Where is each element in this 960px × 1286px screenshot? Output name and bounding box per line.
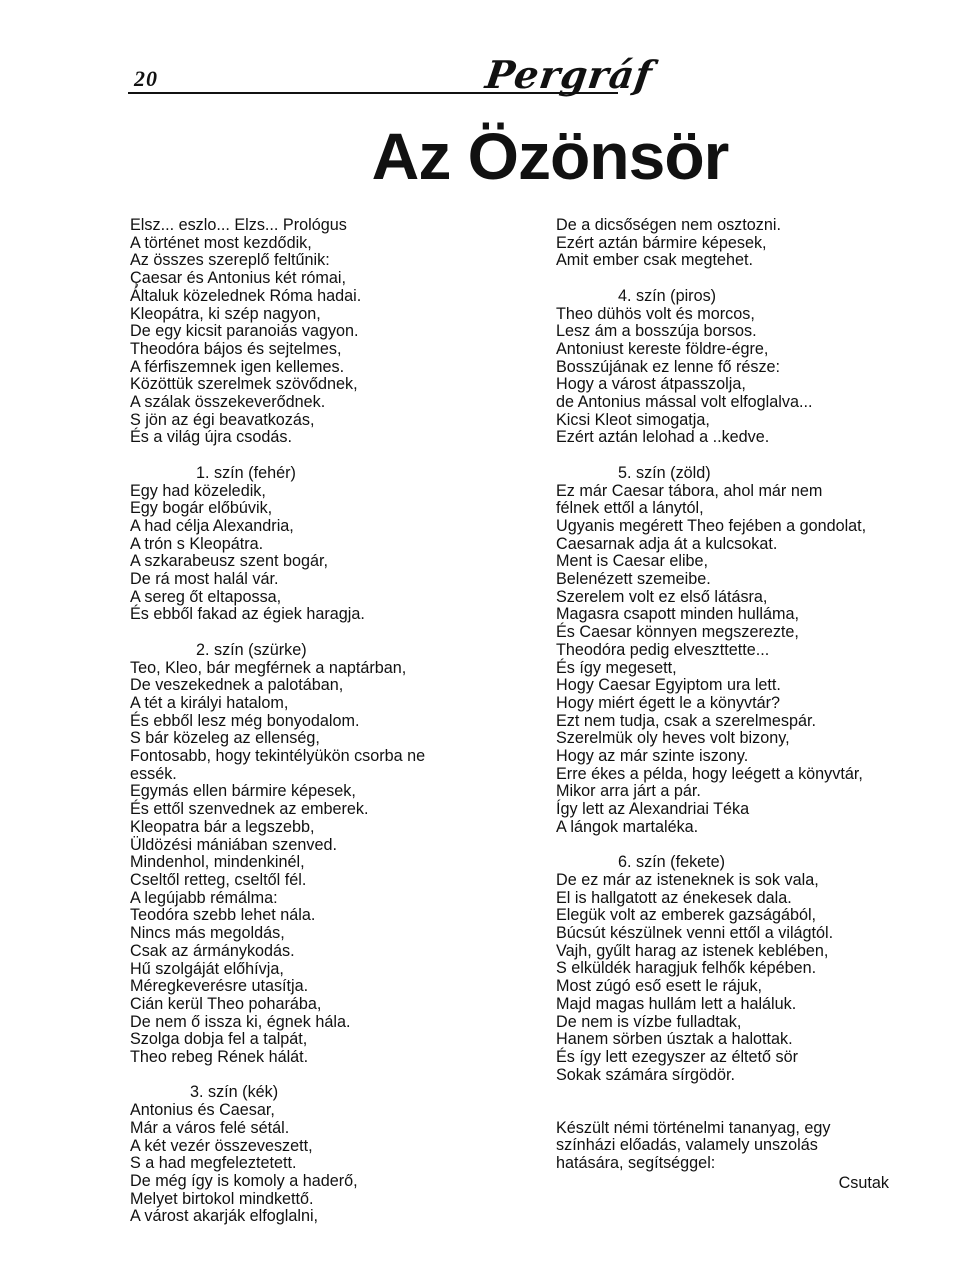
verse-line: A lángok martaléka. [556, 817, 699, 836]
verse-line: A várost akarják elfoglalni, [130, 1207, 319, 1226]
verse-line: Általuk közelednek Róma hadai. [130, 286, 362, 305]
verse-line: Kicsi Kleot simogatja, [556, 410, 710, 429]
verse-line: Méregkeverésre utasítja. [130, 977, 309, 996]
verse-line: Hanem sörben úsztak a halottak. [556, 1030, 793, 1049]
verse-line: Magasra csapott minden hulláma, [556, 605, 799, 624]
verse-line: De nem is vízbe fulladtak, [556, 1012, 742, 1031]
verse-line: A sereg őt eltapossa, [130, 587, 282, 606]
verse-line: Ez már Caesar tábora, ahol már nem [556, 481, 823, 500]
verse-line: Kleopátra, ki szép nagyon, [130, 304, 321, 323]
verse-line: Szerelmük oly heves volt bizony, [556, 729, 790, 748]
verse-line: Hogy az már szinte iszony. [556, 747, 749, 766]
verse-line: Hogy a várost átpasszolja, [556, 375, 746, 394]
verse-line: De ez már az isteneknek is sok vala, [556, 870, 819, 889]
verse-line: És Caesar könnyen megszerezte, [556, 623, 799, 642]
verse-line: Caesarnak adja át a kulcsokat. [556, 534, 778, 553]
verse-line: Melyet birtokol mindkettő. [130, 1189, 314, 1208]
verse-line: S elküldék haragjuk felhők képében. [556, 959, 817, 978]
spacer [556, 837, 951, 855]
author-note [556, 1120, 951, 1173]
verse-line: És ebből lesz még bonyodalom. [130, 711, 360, 730]
verse-line: És ebből fakad az égiek haragja. [130, 605, 365, 624]
scene3-heading: 3. szín (kék) [190, 1083, 279, 1102]
verse-line: Búcsút készülnek venni ettől a világtól. [556, 924, 834, 943]
verse-line: Elegük volt az emberek gazságából, [556, 906, 817, 925]
verse-line: Antonius és Caesar, [130, 1101, 275, 1120]
scene6-stanza [556, 872, 951, 1084]
prologue-stanza [130, 217, 525, 447]
verse-line: Egy had közeledik, [130, 481, 266, 500]
verse-line: És ettől szenvednek az emberek. [130, 800, 369, 819]
verse-line: De egy kicsit paranoiás vagyon. [130, 322, 359, 341]
verse-line: A trón s Kleopátra. [130, 534, 264, 553]
scene4-stanza [556, 306, 951, 448]
verse-line: Theo dühös volt és morcos, [556, 304, 755, 323]
spacer [556, 270, 951, 288]
verse-line: Nincs más megoldás, [130, 924, 285, 943]
scene3-stanza-part2 [556, 217, 951, 270]
verse-line: Vajh, gyűlt harag az istenek keblében, [556, 941, 829, 960]
scene5-stanza [556, 483, 951, 837]
verse-line: essék. [130, 764, 177, 783]
spacer [130, 447, 525, 465]
verse-line: Antoniust kereste földre-égre, [556, 339, 769, 358]
verse-line: Közöttük szerelmek szövődnek, [130, 375, 358, 394]
header-rule [128, 92, 618, 94]
verse-line: A történet most kezdődik, [130, 233, 312, 252]
verse-line: De a dicsőségen nem osztozni. [556, 216, 781, 234]
verse-line: És így lett ezegyszer az éltető sör [556, 1048, 799, 1066]
verse-line: S a had megfeleztetett. [130, 1154, 297, 1173]
verse-line: És így megesett, [556, 658, 677, 677]
verse-line: A szálak összekeverődnek. [130, 393, 326, 412]
verse-line: Csak az ármánykodás. [130, 941, 295, 960]
verse-line: Hű szolgáját előhívja, [130, 959, 284, 978]
verse-line: Majd magas hullám lett a haláluk. [556, 994, 797, 1013]
verse-line: hatására, segítséggel: [556, 1154, 716, 1173]
verse-line: Készült némi történelmi tananyag, egy [556, 1118, 831, 1137]
verse-line: Most zúgó eső esett le rájuk, [556, 977, 763, 996]
verse-line: De nem ő issza ki, égnek hála. [130, 1012, 351, 1031]
right-column [556, 217, 951, 1193]
verse-line: A tét a királyi hatalom, [130, 693, 289, 712]
scene2-heading: 2. szín (szürke) [196, 640, 307, 659]
magazine-logo: Pergráf [482, 52, 656, 97]
verse-line: Lesz ám a bosszúja borsos. [556, 322, 757, 341]
verse-line: A férfiszemnek igen kellemes. [130, 357, 345, 376]
verse-line: Ezért aztán bármire képesek, [556, 233, 767, 252]
verse-line: A két vezér összeveszett, [130, 1136, 313, 1155]
verse-line: Kleopatra bár a legszebb, [130, 817, 315, 836]
page-number: 20 [134, 66, 158, 91]
spacer [130, 1067, 525, 1085]
verse-line: Így lett az Alexandriai Téka [556, 800, 750, 819]
verse-line: Bosszújának ez lenne fő része: [556, 357, 781, 376]
verse-line: de Antonius mással volt elfoglalva... [556, 393, 813, 412]
verse-line: A had célja Alexandria, [130, 516, 294, 535]
scene6-heading: 6. szín (fekete) [618, 853, 726, 872]
verse-line: De rá most halál vár. [130, 570, 279, 589]
spacer [556, 1102, 951, 1120]
verse-line: Çaesar és Antonius két római, [130, 269, 346, 288]
verse-line: Ezt nem tudja, csak a szerelmespár. [556, 711, 817, 730]
verse-line: Cseltől retteg, cseltől fél. [130, 870, 307, 889]
scene3-stanza-part1 [130, 1102, 525, 1226]
verse-line: És a világ újra csodás. [130, 428, 292, 447]
verse-line: Egymás ellen bármire képesek, [130, 782, 356, 801]
scene4-heading: 4. szín (piros) [618, 286, 717, 305]
verse-line: Amit ember csak megtehet. [556, 251, 754, 270]
verse-line: Teo, Kleo, bár megférnek a naptárban, [130, 658, 407, 677]
verse-line: Theodóra pedig elveszttette... [556, 640, 770, 659]
verse-line: Mikor arra járt a pár. [556, 782, 701, 801]
verse-line: De még így is komoly a haderő, [130, 1171, 358, 1190]
verse-line: Elsz... eszlo... Elzs... Prológus [130, 216, 347, 234]
verse-line: színházi előadás, valamely unszolás [556, 1136, 818, 1155]
verse-line: Theo rebeg Rének hálát. [130, 1048, 309, 1067]
verse-line: Már a város felé sétál. [130, 1118, 290, 1137]
verse-line: De veszekednek a palotában, [130, 676, 344, 695]
verse-line: A szkarabeusz szent bogár, [130, 552, 328, 571]
verse-line: Hogy miért égett le a könyvtár? [556, 693, 781, 712]
verse-line: S bár közeleg az ellenség, [130, 729, 320, 748]
verse-line: Belenézett szemeibe. [556, 570, 711, 589]
verse-line: Cián kerül Theo poharába, [130, 994, 322, 1013]
poem-title: Az Özönsör [371, 119, 729, 193]
scene1-stanza [130, 483, 525, 625]
scene2-stanza [130, 660, 525, 1067]
verse-line: Fontosabb, hogy tekintélyükön csorba ne [130, 747, 426, 766]
spacer [130, 624, 525, 642]
left-column [130, 217, 525, 1226]
spacer [556, 447, 951, 465]
verse-line: Ment is Caesar elibe, [556, 552, 709, 571]
verse-line: Hogy Caesar Egyiptom ura lett. [556, 676, 781, 695]
author-signature: Csutak [838, 1173, 889, 1192]
verse-line: Ugyanis megérett Theo fejében a gondolat, [556, 516, 867, 535]
verse-line: Az összes szereplő feltűnik: [130, 251, 330, 270]
scene1-heading: 1. szín (fehér) [196, 463, 296, 482]
verse-line: Ezért aztán lelohad a ..kedve. [556, 428, 770, 447]
spacer [556, 1084, 951, 1102]
verse-line: Szerelem volt ez első látásra, [556, 587, 768, 606]
scene5-heading: 5. szín (zöld) [618, 463, 711, 482]
verse-line: Erre ékes a példa, hogy leégett a könyvtár, [556, 764, 863, 783]
verse-line: Egy bogár előbúvik, [130, 499, 273, 518]
verse-line: A legújabb rémálma: [130, 888, 278, 907]
verse-line: Sokak számára sírgödör. [556, 1065, 736, 1084]
verse-line: Üldözési mániában szenved. [130, 835, 337, 854]
verse-line: Mindenhol, mindenkinél, [130, 853, 305, 872]
verse-line: félnek ettől a lánytól, [556, 499, 704, 518]
verse-line: El is hallgatott az énekesek dala. [556, 888, 792, 907]
verse-line: Szolga dobja fel a talpát, [130, 1030, 308, 1049]
verse-line: Teodóra szebb lehet nála. [130, 906, 316, 925]
verse-line: Theodóra bájos és sejtelmes, [130, 339, 342, 358]
verse-line: S jön az égi beavatkozás, [130, 410, 315, 429]
